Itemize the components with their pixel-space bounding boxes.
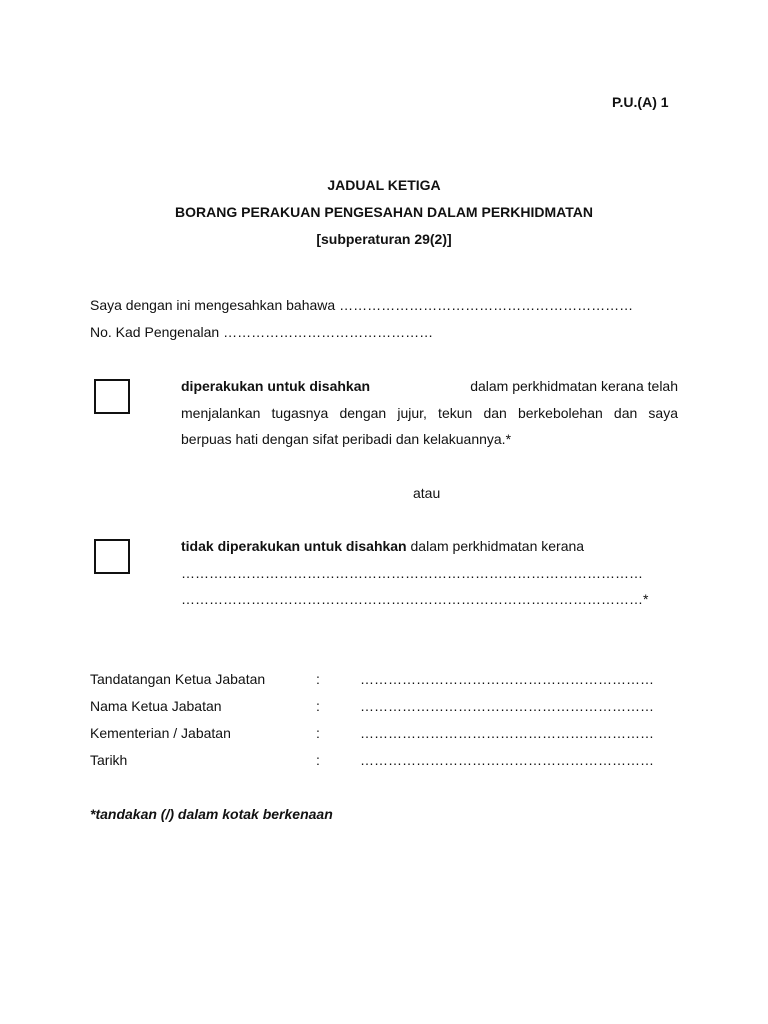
not-confirm-line-1-rest: dalam perkhidmatan kerana — [410, 538, 585, 554]
signature-row — [90, 671, 680, 691]
regulation-reference: [subperaturan 29(2)] — [316, 231, 452, 247]
signature-colon: : — [316, 671, 320, 687]
not-confirm-checkbox[interactable] — [94, 539, 130, 574]
ministry-blank[interactable]: ……………………………………………………… — [360, 725, 654, 741]
confirm-line-1 — [181, 373, 678, 400]
head-name-colon: : — [316, 698, 320, 714]
confirm-line-3: berpuas hati dengan sifat peribadi dan kelakuannya.* — [181, 431, 512, 447]
not-confirm-line-1 — [181, 533, 678, 560]
head-name-row — [90, 698, 680, 718]
ic-number-blank[interactable]: ……………………………………… — [223, 324, 434, 340]
reason-blank-2[interactable]: ………………………………………………………………………………………* — [181, 591, 649, 607]
footnote: *tandakan (/) dalam kotak berkenaan — [90, 806, 333, 822]
date-blank[interactable]: ……………………………………………………… — [360, 752, 654, 768]
head-name-label: Nama Ketua Jabatan — [90, 698, 222, 714]
certification-label: Saya dengan ini mengesahkan bahawa — [90, 297, 336, 313]
date-row — [90, 752, 680, 772]
document-reference: P.U.(A) 1 — [612, 94, 669, 110]
signature-label: Tandatangan Ketua Jabatan — [90, 671, 266, 687]
employee-name-blank[interactable]: ……………………………………………………… — [339, 297, 634, 313]
option-separator: atau — [413, 485, 441, 501]
ic-number-label: No. Kad Pengenalan — [90, 324, 220, 340]
schedule-title: JADUAL KETIGA — [327, 177, 441, 193]
ministry-label: Kementerian / Jabatan — [90, 725, 231, 741]
confirm-checkbox[interactable] — [94, 379, 130, 414]
confirm-line-1-rest: dalam perkhidmatan kerana telah — [470, 378, 678, 394]
not-confirm-paragraph — [181, 533, 678, 613]
ministry-row — [90, 725, 680, 745]
not-confirm-bold-text: tidak diperakukan untuk disahkan — [181, 538, 407, 554]
form-title: BORANG PERAKUAN PENGESAHAN DALAM PERKHIDMATAN — [175, 204, 593, 220]
ministry-colon: : — [316, 725, 320, 741]
date-label: Tarikh — [90, 752, 128, 768]
signature-blank[interactable]: ……………………………………………………… — [360, 671, 654, 687]
confirm-bold-text: diperakukan untuk disahkan — [181, 378, 371, 394]
reason-blank-1[interactable]: ……………………………………………………………………………………… — [181, 564, 643, 581]
certification-statement — [90, 297, 680, 313]
date-colon: : — [316, 752, 320, 768]
head-name-blank[interactable]: ……………………………………………………… — [360, 698, 654, 714]
confirm-line-2: menjalankan tugasnya dengan jujur, tekun dan berkebolehan dan saya — [181, 404, 678, 421]
ic-number-line — [90, 324, 433, 340]
confirm-paragraph — [181, 373, 678, 453]
